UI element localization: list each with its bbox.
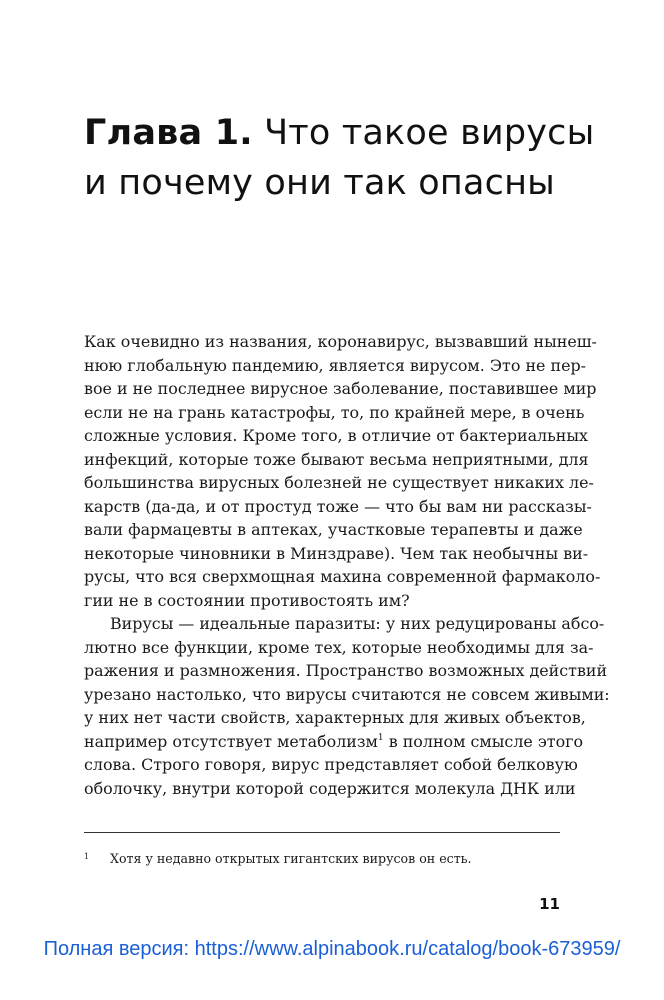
chapter-label: Глава 1. xyxy=(84,113,253,153)
footnote-text: Хотя у недавно открытых гигантских вирусов он есть. xyxy=(110,851,472,866)
text-line-with-footnote-ref xyxy=(84,730,584,754)
text-line: вое и не последнее вирусное заболевание, поставившее мир xyxy=(84,379,597,398)
footnote-ref[interactable]: 1 xyxy=(377,732,384,743)
body-text xyxy=(84,330,610,800)
text-line: некоторые чиновники в Минздраве). Чем так необычны ви- xyxy=(84,543,589,563)
chapter-title-line2: и почему они так опасны xyxy=(84,163,555,203)
text-line: сложные условия. Кроме того, в отличие от бактериальных xyxy=(84,426,589,445)
chapter-title-line1: Что такое вирусы xyxy=(264,113,595,153)
footnote-number: 1 xyxy=(84,852,90,861)
chapter-heading xyxy=(84,108,604,208)
footnote xyxy=(84,848,560,868)
text-line: вали фармацевты в аптеках, участковые терапевты и даже xyxy=(84,520,583,539)
full-version-link[interactable]: Полная версия: https://www.alpinabook.ru/catalog/book-673959/ xyxy=(43,938,621,960)
text-line: гии не в состоянии противостоять им? xyxy=(84,590,410,610)
text-line: инфекций, которые тоже бывают весьма неприятными, для xyxy=(84,449,589,469)
page-number: 11 xyxy=(539,895,560,913)
text-line: слова. Строго говоря, вирус представляет собой белковую xyxy=(84,755,578,774)
text-line: Как очевидно из названия, коронавирус, вызвавший нынеш- xyxy=(84,332,597,351)
text-line: Вирусы — идеальные паразиты: у них редуцированы абсо- xyxy=(110,614,605,633)
text-line: у них нет части свойств, характерных для живых объектов, xyxy=(84,708,586,727)
text-line: если не на грань катастрофы, то, по крайней мере, в очень xyxy=(84,402,585,422)
text-line: русы, что вся сверхмощная махина современной фармаколо- xyxy=(84,567,601,586)
text-line: оболочку, внутри которой содержится молекула ДНК или xyxy=(84,778,576,798)
text-line: карств (да-да, и от простуд тоже — что бы вам ни рассказы- xyxy=(84,496,592,516)
text-fragment: в полном смысле этого xyxy=(383,731,584,751)
text-line: ражения и размножения. Пространство возможных действий xyxy=(84,661,608,680)
text-fragment: например отсутствует метаболизм xyxy=(84,731,378,751)
text-line: лютно все функции, кроме тех, которые необходимы для за- xyxy=(84,637,594,657)
text-line: нюю глобальную пандемию, является вирусом. Это не пер- xyxy=(84,355,587,375)
footnote-divider xyxy=(84,832,560,833)
text-line: урезано настолько, что вирусы считаются не совсем живыми: xyxy=(84,684,610,704)
text-line: большинства вирусных болезней не существует никаких ле- xyxy=(84,473,594,492)
